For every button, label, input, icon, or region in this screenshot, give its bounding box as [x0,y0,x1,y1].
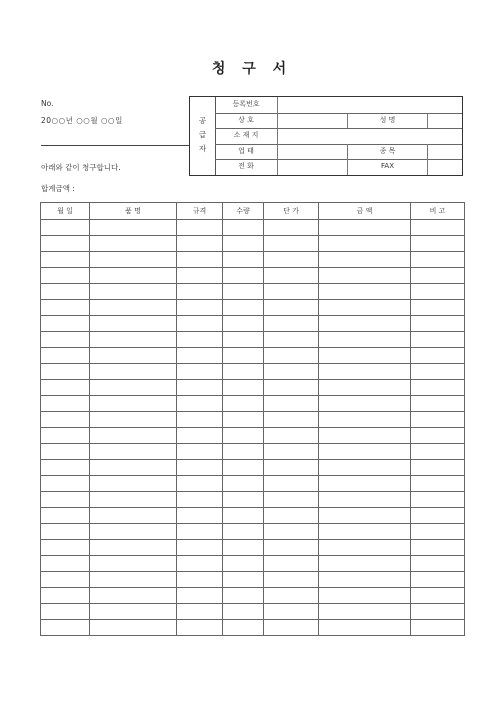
table-cell[interactable] [177,316,223,332]
table-row [41,492,465,508]
table-row [41,508,465,524]
table-cell[interactable] [319,348,411,364]
table-cell[interactable] [264,316,319,332]
table-cell[interactable] [177,284,223,300]
table-cell[interactable] [264,524,319,540]
table-cell[interactable] [411,492,465,508]
table-cell[interactable] [319,620,411,636]
table-cell[interactable] [319,236,411,252]
supplier-side-label [190,97,216,175]
table-cell[interactable] [223,508,264,524]
table-cell[interactable] [411,620,465,636]
table-row [41,252,465,268]
table-cell[interactable] [41,572,90,588]
table-cell[interactable] [319,604,411,620]
table-cell[interactable] [223,492,264,508]
table-row [41,588,465,604]
table-cell[interactable] [264,620,319,636]
table-cell[interactable] [41,524,90,540]
column-header-date: 월 일 [41,203,90,220]
table-cell[interactable] [411,252,465,268]
registration-number-label: 등록번호 [215,97,278,113]
table-cell[interactable] [319,476,411,492]
table-cell[interactable] [41,236,90,252]
table-row [41,284,465,300]
table-cell[interactable] [177,540,223,556]
table-row [41,332,465,348]
table-cell[interactable] [177,492,223,508]
table-cell[interactable] [41,284,90,300]
table-cell[interactable] [177,444,223,460]
table-cell[interactable] [411,236,465,252]
table-row [41,572,465,588]
table-cell[interactable] [90,380,177,396]
table-cell[interactable] [177,268,223,284]
table-cell[interactable] [411,284,465,300]
table-cell[interactable] [90,348,177,364]
document-title: 청 구 서 [211,61,293,77]
table-cell[interactable] [90,284,177,300]
table-cell[interactable] [319,556,411,572]
table-cell[interactable] [90,220,177,236]
table-row [41,540,465,556]
table-cell[interactable] [411,268,465,284]
table-cell[interactable] [223,332,264,348]
table-cell[interactable] [319,284,411,300]
table-row [41,236,465,252]
registration-number-value[interactable] [278,97,463,113]
business-item-value[interactable] [428,144,463,160]
table-cell[interactable] [90,556,177,572]
table-cell[interactable] [41,412,90,428]
supplier-row-phone [215,159,462,175]
table-cell[interactable] [319,252,411,268]
table-cell[interactable] [41,444,90,460]
table-cell[interactable] [264,476,319,492]
table-cell[interactable] [41,316,90,332]
supplier-side-char: 자 [198,144,207,153]
table-cell[interactable] [223,540,264,556]
table-cell[interactable] [264,364,319,380]
table-cell[interactable] [411,380,465,396]
table-cell[interactable] [264,284,319,300]
table-cell[interactable] [223,460,264,476]
business-type-label: 업 태 [215,144,278,160]
table-row [41,364,465,380]
table-cell[interactable] [223,412,264,428]
table-cell[interactable] [264,252,319,268]
table-cell[interactable] [90,236,177,252]
items-table [40,202,465,636]
table-cell[interactable] [264,556,319,572]
table-row [41,604,465,620]
table-cell[interactable] [177,476,223,492]
table-cell[interactable] [411,604,465,620]
table-cell[interactable] [223,604,264,620]
table-cell[interactable] [41,348,90,364]
table-cell[interactable] [264,460,319,476]
column-header-amount: 금 액 [319,203,411,220]
table-cell[interactable] [264,508,319,524]
table-cell[interactable] [223,620,264,636]
table-cell[interactable] [319,524,411,540]
table-cell[interactable] [411,572,465,588]
table-cell[interactable] [319,364,411,380]
table-cell[interactable] [41,428,90,444]
table-cell[interactable] [90,316,177,332]
table-cell[interactable] [177,300,223,316]
table-row [41,428,465,444]
table-cell[interactable] [264,588,319,604]
table-cell[interactable] [177,332,223,348]
table-cell[interactable] [90,572,177,588]
business-item-label: 종 목 [348,144,428,160]
table-cell[interactable] [264,540,319,556]
column-header-remarks: 비 고 [411,203,465,220]
table-cell[interactable] [41,508,90,524]
table-cell[interactable] [411,556,465,572]
table-row [41,300,465,316]
table-cell[interactable] [90,604,177,620]
table-cell[interactable] [264,444,319,460]
table-cell[interactable] [223,476,264,492]
table-row [41,524,465,540]
table-cell[interactable] [90,524,177,540]
table-cell[interactable] [90,396,177,412]
table-cell[interactable] [90,444,177,460]
table-row [41,220,465,236]
table-cell[interactable] [223,588,264,604]
phone-value[interactable] [278,159,348,175]
table-cell[interactable] [223,348,264,364]
table-cell[interactable] [90,412,177,428]
table-cell[interactable] [264,236,319,252]
table-row [41,348,465,364]
supplier-row-address [215,128,462,145]
address-label: 소 재 지 [215,128,278,144]
date-line: 20○○년 ○○월 ○○일 [41,116,123,125]
table-cell[interactable] [319,460,411,476]
table-cell[interactable] [319,316,411,332]
table-cell[interactable] [177,604,223,620]
table-cell[interactable] [411,412,465,428]
table-row [41,396,465,412]
table-cell[interactable] [41,364,90,380]
table-cell[interactable] [319,572,411,588]
table-cell[interactable] [411,348,465,364]
representative-name-value[interactable] [428,113,463,129]
table-cell[interactable] [319,300,411,316]
table-cell[interactable] [41,220,90,236]
table-cell[interactable] [41,460,90,476]
table-cell[interactable] [223,556,264,572]
table-cell[interactable] [90,476,177,492]
table-cell[interactable] [177,460,223,476]
table-cell[interactable] [177,236,223,252]
table-cell[interactable] [319,220,411,236]
column-header-quantity: 수량 [223,203,264,220]
table-cell[interactable] [319,396,411,412]
table-cell[interactable] [319,380,411,396]
supplier-row-company [215,113,462,130]
table-row [41,556,465,572]
table-cell[interactable] [319,540,411,556]
table-cell[interactable] [41,620,90,636]
table-cell[interactable] [177,252,223,268]
table-cell[interactable] [90,364,177,380]
supplier-box [189,96,463,176]
table-cell[interactable] [223,252,264,268]
table-cell[interactable] [411,460,465,476]
table-cell[interactable] [41,492,90,508]
table-cell[interactable] [90,268,177,284]
table-cell[interactable] [411,396,465,412]
table-row [41,444,465,460]
table-cell[interactable] [90,620,177,636]
table-cell[interactable] [264,428,319,444]
company-name-label: 상 호 [215,113,278,129]
table-cell[interactable] [41,252,90,268]
table-cell[interactable] [411,428,465,444]
table-cell[interactable] [223,284,264,300]
table-cell[interactable] [319,428,411,444]
fax-value[interactable] [428,159,463,175]
table-row [41,268,465,284]
divider-line [41,145,189,146]
table-row [41,380,465,396]
table-cell[interactable] [223,316,264,332]
table-cell[interactable] [223,236,264,252]
table-cell[interactable] [41,588,90,604]
table-cell[interactable] [223,300,264,316]
table-cell[interactable] [223,428,264,444]
table-cell[interactable] [223,444,264,460]
business-type-value[interactable] [278,144,348,160]
table-cell[interactable] [177,556,223,572]
table-cell[interactable] [319,588,411,604]
number-label: No. [41,99,54,108]
table-row [41,412,465,428]
table-cell[interactable] [223,268,264,284]
column-header-item: 품 명 [90,203,177,220]
table-cell[interactable] [411,444,465,460]
table-cell[interactable] [264,380,319,396]
table-cell[interactable] [319,412,411,428]
table-row [41,460,465,476]
table-cell[interactable] [177,572,223,588]
table-cell[interactable] [411,540,465,556]
table-cell[interactable] [41,556,90,572]
table-row [41,316,465,332]
table-cell[interactable] [319,492,411,508]
table-cell[interactable] [264,268,319,284]
table-cell[interactable] [411,588,465,604]
table-cell[interactable] [177,412,223,428]
table-cell[interactable] [223,572,264,588]
table-cell[interactable] [223,364,264,380]
table-cell[interactable] [90,460,177,476]
table-cell[interactable] [264,396,319,412]
table-cell[interactable] [411,220,465,236]
column-header-spec: 규격 [177,203,223,220]
table-cell[interactable] [90,300,177,316]
table-cell[interactable] [41,476,90,492]
supplier-side-char: 급 [198,130,207,139]
table-cell[interactable] [90,508,177,524]
supplier-row-business [215,144,462,161]
table-cell[interactable] [411,524,465,540]
table-cell[interactable] [264,412,319,428]
table-cell[interactable] [177,364,223,380]
table-cell[interactable] [411,364,465,380]
table-cell[interactable] [177,508,223,524]
table-cell[interactable] [41,604,90,620]
table-cell[interactable] [223,220,264,236]
table-cell[interactable] [319,332,411,348]
table-cell[interactable] [177,348,223,364]
table-cell[interactable] [223,524,264,540]
table-cell[interactable] [223,380,264,396]
table-row [41,620,465,636]
table-cell[interactable] [177,524,223,540]
column-header-unit-price: 단 가 [264,203,319,220]
table-cell[interactable] [90,588,177,604]
table-cell[interactable] [223,396,264,412]
table-cell[interactable] [41,380,90,396]
representative-name-label: 성 명 [348,113,428,129]
table-cell[interactable] [41,300,90,316]
table-cell[interactable] [319,508,411,524]
table-cell[interactable] [177,220,223,236]
table-cell[interactable] [411,476,465,492]
table-header-row [41,203,465,220]
table-cell[interactable] [264,300,319,316]
supplier-row-registration [215,97,462,114]
table-cell[interactable] [264,492,319,508]
address-value[interactable] [278,128,463,144]
table-cell[interactable] [264,348,319,364]
table-cell[interactable] [41,268,90,284]
table-cell[interactable] [319,268,411,284]
fax-label: FAX [348,159,428,175]
table-cell[interactable] [319,444,411,460]
phone-label: 전 화 [215,159,278,175]
table-cell[interactable] [90,332,177,348]
table-cell[interactable] [90,428,177,444]
table-cell[interactable] [411,332,465,348]
table-cell[interactable] [264,220,319,236]
company-name-value[interactable] [278,113,348,129]
supplier-side-char: 공 [198,116,207,125]
table-cell[interactable] [411,300,465,316]
table-cell[interactable] [90,540,177,556]
claim-note: 아래와 같이 청구합니다. [41,163,121,172]
table-cell[interactable] [411,508,465,524]
table-cell[interactable] [41,396,90,412]
table-cell[interactable] [177,380,223,396]
table-cell[interactable] [411,316,465,332]
table-cell[interactable] [41,540,90,556]
table-cell[interactable] [177,588,223,604]
table-row [41,476,465,492]
table-cell[interactable] [264,604,319,620]
table-cell[interactable] [264,572,319,588]
table-cell[interactable] [177,428,223,444]
table-cell[interactable] [90,252,177,268]
table-cell[interactable] [264,332,319,348]
table-cell[interactable] [177,620,223,636]
table-cell[interactable] [177,396,223,412]
total-amount-label: 합계금액 : [41,184,75,193]
table-cell[interactable] [41,332,90,348]
table-cell[interactable] [90,492,177,508]
